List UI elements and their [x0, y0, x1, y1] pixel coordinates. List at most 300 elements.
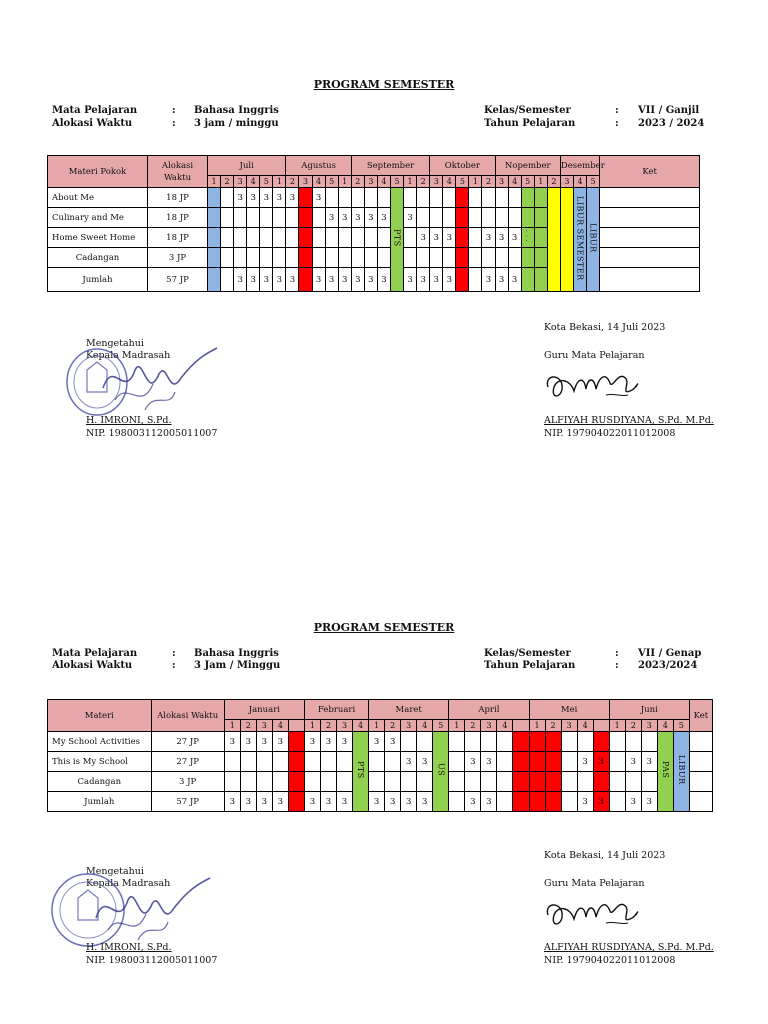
week-cell: 3: [224, 792, 240, 812]
period-label: . . .: [524, 229, 532, 243]
week-cell: [320, 752, 336, 772]
week-cell: [404, 228, 417, 248]
week-cell: [353, 732, 369, 812]
colon: :: [615, 648, 619, 659]
week-cell: [390, 188, 403, 292]
week-cell: [221, 208, 234, 228]
week-cell: [417, 208, 430, 228]
week-number: 5: [456, 176, 469, 188]
week-number: [593, 720, 609, 732]
ket-cell: [600, 228, 700, 248]
materi-cell: Home Sweet Home: [48, 228, 148, 248]
week-cell: [534, 248, 547, 268]
mengetahui-label: Mengetahui: [86, 338, 144, 349]
month-header: Januari: [224, 700, 304, 720]
colon: :: [172, 648, 176, 659]
week-number: 1: [449, 720, 465, 732]
week-cell: [497, 752, 513, 772]
guru-signature-image: [540, 893, 650, 933]
week-cell: [338, 188, 351, 208]
week-cell: [286, 228, 299, 248]
week-cell: [325, 188, 338, 208]
week-number: 3: [234, 176, 247, 188]
week-cell: [443, 188, 456, 208]
guru-nip: NIP. 197904022011012008: [544, 955, 676, 966]
week-cell: [430, 248, 443, 268]
week-number: 2: [286, 176, 299, 188]
week-cell: [404, 248, 417, 268]
period-label: PTS: [392, 229, 402, 247]
week-cell: [545, 752, 561, 772]
week-cell: 3: [508, 228, 521, 248]
week-cell: 3: [593, 792, 609, 812]
week-cell: [208, 228, 221, 248]
week-cell: 3: [481, 752, 497, 772]
week-cell: 3: [417, 792, 433, 812]
ket-cell: [600, 208, 700, 228]
week-cell: [545, 772, 561, 792]
week-cell: [240, 752, 256, 772]
week-cell: [208, 208, 221, 228]
week-cell: [465, 732, 481, 752]
kepala-nip: NIP. 198003112005011007: [86, 955, 218, 966]
week-cell: [417, 732, 433, 752]
week-cell: 3: [320, 792, 336, 812]
week-cell: [256, 752, 272, 772]
week-number: 4: [497, 720, 513, 732]
week-number: 4: [353, 720, 369, 732]
col-materi-header: Materi Pokok: [48, 156, 148, 188]
week-cell: [337, 752, 353, 772]
week-cell: [433, 732, 449, 812]
week-cell: 3: [577, 752, 593, 772]
period-label: US: [436, 763, 446, 777]
week-number: 2: [385, 720, 401, 732]
week-cell: [234, 208, 247, 228]
alokasi-cell: 57 JP: [148, 268, 208, 292]
week-cell: [304, 772, 320, 792]
week-cell: 3: [337, 792, 353, 812]
week-cell: [577, 772, 593, 792]
week-cell: 3: [240, 792, 256, 812]
week-cell: 3: [364, 268, 377, 292]
materi-cell: Jumlah: [48, 792, 152, 812]
week-cell: [561, 772, 577, 792]
week-number: 2: [545, 720, 561, 732]
week-cell: 3: [641, 752, 657, 772]
materi-cell: Cadangan: [48, 248, 148, 268]
colon: :: [172, 660, 176, 671]
week-number: 2: [547, 176, 560, 188]
week-cell: [609, 772, 625, 792]
week-cell: [521, 268, 534, 292]
week-cell: [641, 732, 657, 752]
week-number: 3: [560, 176, 573, 188]
week-cell: [560, 188, 573, 292]
month-header: Juni: [609, 700, 689, 720]
week-cell: 3: [481, 792, 497, 812]
alokasi-cell: 27 JP: [151, 732, 224, 752]
week-cell: 3: [351, 208, 364, 228]
week-cell: [273, 208, 286, 228]
week-number: 4: [577, 720, 593, 732]
week-cell: [299, 268, 312, 292]
ket-cell: [600, 268, 700, 292]
week-cell: [377, 228, 390, 248]
week-number: 3: [256, 720, 272, 732]
week-cell: [469, 248, 482, 268]
week-cell: 3: [482, 268, 495, 292]
semester-table-genap: [47, 699, 713, 812]
week-cell: [312, 248, 325, 268]
week-cell: 3: [337, 732, 353, 752]
place-date: Kota Bekasi, 14 Juli 2023: [544, 322, 666, 333]
week-number: 2: [482, 176, 495, 188]
week-cell: [351, 228, 364, 248]
week-cell: [208, 248, 221, 268]
month-header: September: [351, 156, 429, 176]
week-cell: [247, 208, 260, 228]
week-cell: [625, 772, 641, 792]
week-cell: [561, 732, 577, 752]
week-cell: 3: [325, 208, 338, 228]
week-cell: [351, 248, 364, 268]
week-cell: [312, 228, 325, 248]
week-cell: [288, 792, 304, 812]
week-cell: 3: [256, 792, 272, 812]
week-cell: 3: [443, 228, 456, 248]
week-cell: [561, 792, 577, 812]
week-number: [288, 720, 304, 732]
week-cell: [286, 208, 299, 228]
guru-label: Guru Mata Pelajaran: [544, 350, 645, 361]
week-cell: [256, 772, 272, 792]
week-cell: [449, 752, 465, 772]
week-cell: 3: [577, 792, 593, 812]
week-cell: [240, 772, 256, 792]
week-cell: [273, 248, 286, 268]
week-cell: 3: [401, 792, 417, 812]
month-header: Februari: [304, 700, 368, 720]
kelas-label: Kelas/Semester: [484, 105, 571, 116]
alokasi-cell: 18 JP: [148, 188, 208, 208]
week-cell: [430, 188, 443, 208]
week-cell: [508, 188, 521, 208]
mapel-value: Bahasa Inggris: [194, 648, 279, 659]
week-cell: [320, 772, 336, 792]
week-number: 4: [508, 176, 521, 188]
materi-cell: Cadangan: [48, 772, 152, 792]
tahun-value: 2023/2024: [638, 660, 698, 671]
week-number: 2: [221, 176, 234, 188]
week-cell: 3: [465, 792, 481, 812]
month-header: Oktober: [430, 156, 495, 176]
month-header: Mei: [529, 700, 609, 720]
week-cell: [221, 248, 234, 268]
week-number: 2: [351, 176, 364, 188]
week-cell: [521, 228, 534, 248]
alokasi-value: 3 Jam / Minggu: [194, 660, 281, 671]
week-cell: [469, 268, 482, 292]
week-cell: [587, 188, 600, 292]
week-cell: 3: [364, 208, 377, 228]
week-number: 3: [495, 176, 508, 188]
mapel-label: Mata Pelajaran: [52, 648, 138, 659]
month-header: Juli: [208, 156, 286, 176]
week-number: 1: [208, 176, 221, 188]
week-cell: [534, 268, 547, 292]
week-cell: 3: [272, 792, 288, 812]
week-cell: [234, 248, 247, 268]
week-cell: [430, 208, 443, 228]
week-number: 4: [657, 720, 673, 732]
week-cell: [529, 792, 545, 812]
week-cell: [481, 772, 497, 792]
ket-cell: [689, 792, 712, 812]
week-cell: [495, 208, 508, 228]
week-cell: [401, 772, 417, 792]
week-cell: [443, 248, 456, 268]
week-cell: [482, 188, 495, 208]
week-cell: [385, 772, 401, 792]
week-cell: [351, 188, 364, 208]
semester-table-ganjil: [47, 155, 700, 292]
guru-signature-image: [540, 365, 650, 405]
alokasi-cell: 3 JP: [148, 248, 208, 268]
week-cell: [673, 732, 689, 812]
week-cell: [482, 248, 495, 268]
week-cell: 3: [260, 268, 273, 292]
week-cell: 3: [385, 732, 401, 752]
week-cell: [337, 772, 353, 792]
week-cell: 3: [256, 732, 272, 752]
week-cell: [260, 228, 273, 248]
week-cell: 3: [641, 792, 657, 812]
week-cell: [577, 732, 593, 752]
alokasi-label: Alokasi Waktu: [52, 118, 133, 129]
kepala-name: H. IMRONI, S.Pd.: [86, 415, 172, 426]
week-number: 1: [609, 720, 625, 732]
week-number: 5: [521, 176, 534, 188]
week-cell: [260, 208, 273, 228]
materi-cell: Jumlah: [48, 268, 148, 292]
week-cell: [449, 792, 465, 812]
week-number: 2: [417, 176, 430, 188]
week-cell: [609, 792, 625, 812]
week-cell: [641, 772, 657, 792]
week-cell: [208, 188, 221, 208]
alokasi-cell: 27 JP: [151, 752, 224, 772]
week-number: 3: [364, 176, 377, 188]
week-cell: [221, 268, 234, 292]
week-cell: [247, 248, 260, 268]
week-cell: [534, 208, 547, 228]
week-cell: [497, 772, 513, 792]
kelas-value: VII / Ganjil: [638, 105, 700, 116]
week-cell: 3: [247, 188, 260, 208]
week-cell: 3: [625, 792, 641, 812]
week-cell: [369, 772, 385, 792]
materi-cell: About Me: [48, 188, 148, 208]
col-ket-header: Ket: [689, 700, 712, 732]
week-number: 1: [273, 176, 286, 188]
ket-cell: [689, 752, 712, 772]
mengetahui-label: Mengetahui: [86, 866, 144, 877]
week-cell: [260, 248, 273, 268]
week-cell: 3: [385, 792, 401, 812]
week-cell: 3: [404, 268, 417, 292]
month-header: Agustus: [286, 156, 351, 176]
week-number: 5: [587, 176, 600, 188]
week-cell: 3: [312, 188, 325, 208]
week-cell: 3: [417, 268, 430, 292]
week-cell: [534, 228, 547, 248]
week-cell: [224, 772, 240, 792]
week-number: 3: [430, 176, 443, 188]
week-number: 4: [272, 720, 288, 732]
week-cell: [299, 248, 312, 268]
week-cell: [325, 228, 338, 248]
week-number: [513, 720, 529, 732]
col-alokasi-header: Alokasi Waktu: [151, 700, 224, 732]
week-cell: [469, 208, 482, 228]
week-cell: [561, 752, 577, 772]
colon: :: [615, 105, 619, 116]
week-number: 5: [325, 176, 338, 188]
week-cell: [529, 752, 545, 772]
week-cell: [247, 228, 260, 248]
week-cell: 3: [260, 188, 273, 208]
guru-nip: NIP. 197904022011012008: [544, 428, 676, 439]
week-cell: 3: [482, 228, 495, 248]
week-number: 1: [304, 720, 320, 732]
week-cell: [456, 268, 469, 292]
mapel-label: Mata Pelajaran: [52, 105, 138, 116]
week-number: 3: [481, 720, 497, 732]
week-number: 2: [465, 720, 481, 732]
period-label: PTS: [356, 761, 366, 779]
week-cell: [521, 188, 534, 208]
week-cell: 3: [234, 188, 247, 208]
page-title-ganjil: PROGRAM SEMESTER: [313, 78, 455, 91]
week-number: 5: [673, 720, 689, 732]
week-number: 1: [469, 176, 482, 188]
kelas-label: Kelas/Semester: [484, 648, 571, 659]
week-number: 4: [573, 176, 586, 188]
week-cell: [456, 188, 469, 208]
week-cell: 3: [351, 268, 364, 292]
week-cell: 3: [495, 268, 508, 292]
week-number: 5: [390, 176, 403, 188]
week-cell: [529, 732, 545, 752]
week-cell: [469, 188, 482, 208]
week-number: 1: [369, 720, 385, 732]
week-cell: [377, 188, 390, 208]
week-cell: [482, 208, 495, 228]
week-number: 4: [417, 720, 433, 732]
week-cell: [299, 208, 312, 228]
guru-name: ALFIYAH RUSDIYANA, S.Pd. M.Pd.: [544, 415, 714, 426]
week-cell: [657, 732, 673, 812]
week-number: 4: [377, 176, 390, 188]
week-cell: [221, 228, 234, 248]
ket-cell: [600, 248, 700, 268]
colon: :: [615, 118, 619, 129]
week-cell: [456, 228, 469, 248]
period-label: LIBUR SEMESTER: [575, 195, 585, 281]
guru-label: Guru Mata Pelajaran: [544, 878, 645, 889]
week-cell: [364, 228, 377, 248]
week-number: 3: [401, 720, 417, 732]
week-cell: 3: [247, 268, 260, 292]
place-date: Kota Bekasi, 14 Juli 2023: [544, 850, 666, 861]
alokasi-value: 3 jam / minggu: [194, 118, 279, 129]
week-number: 3: [561, 720, 577, 732]
week-cell: [401, 732, 417, 752]
week-number: 1: [534, 176, 547, 188]
week-cell: [495, 248, 508, 268]
week-cell: [325, 248, 338, 268]
week-cell: [497, 792, 513, 812]
week-cell: 3: [240, 732, 256, 752]
week-cell: [513, 752, 529, 772]
week-cell: [545, 732, 561, 752]
tahun-value: 2023 / 2024: [638, 118, 705, 129]
week-cell: [513, 732, 529, 752]
week-cell: [286, 248, 299, 268]
week-cell: 3: [465, 752, 481, 772]
week-cell: [481, 732, 497, 752]
week-cell: [369, 752, 385, 772]
materi-cell: Culinary and Me: [48, 208, 148, 228]
week-cell: 3: [224, 732, 240, 752]
tahun-label: Tahun Pelajaran: [484, 118, 576, 129]
week-number: 4: [443, 176, 456, 188]
week-number: 1: [404, 176, 417, 188]
kelas-value: VII / Genap: [638, 648, 702, 659]
week-number: 3: [337, 720, 353, 732]
period-label: PAS: [660, 761, 670, 779]
week-cell: 3: [273, 268, 286, 292]
week-cell: 3: [338, 268, 351, 292]
week-cell: [338, 228, 351, 248]
week-cell: [417, 188, 430, 208]
kepala-label: Kepala Madrasah: [86, 350, 171, 361]
week-cell: [593, 732, 609, 752]
week-cell: [272, 772, 288, 792]
week-cell: [609, 732, 625, 752]
week-cell: [273, 228, 286, 248]
week-cell: [534, 188, 547, 208]
week-cell: [338, 248, 351, 268]
week-cell: [513, 792, 529, 812]
week-cell: 3: [312, 268, 325, 292]
week-cell: 3: [417, 752, 433, 772]
week-cell: 3: [593, 752, 609, 772]
week-cell: [625, 732, 641, 752]
week-cell: [272, 752, 288, 772]
week-cell: [469, 228, 482, 248]
week-cell: [404, 188, 417, 208]
week-cell: 3: [369, 792, 385, 812]
materi-cell: This is My School: [48, 752, 152, 772]
month-header: Desember: [560, 156, 599, 176]
week-number: 3: [299, 176, 312, 188]
week-cell: [521, 248, 534, 268]
week-cell: [288, 772, 304, 792]
week-cell: [234, 228, 247, 248]
week-cell: [208, 268, 221, 292]
